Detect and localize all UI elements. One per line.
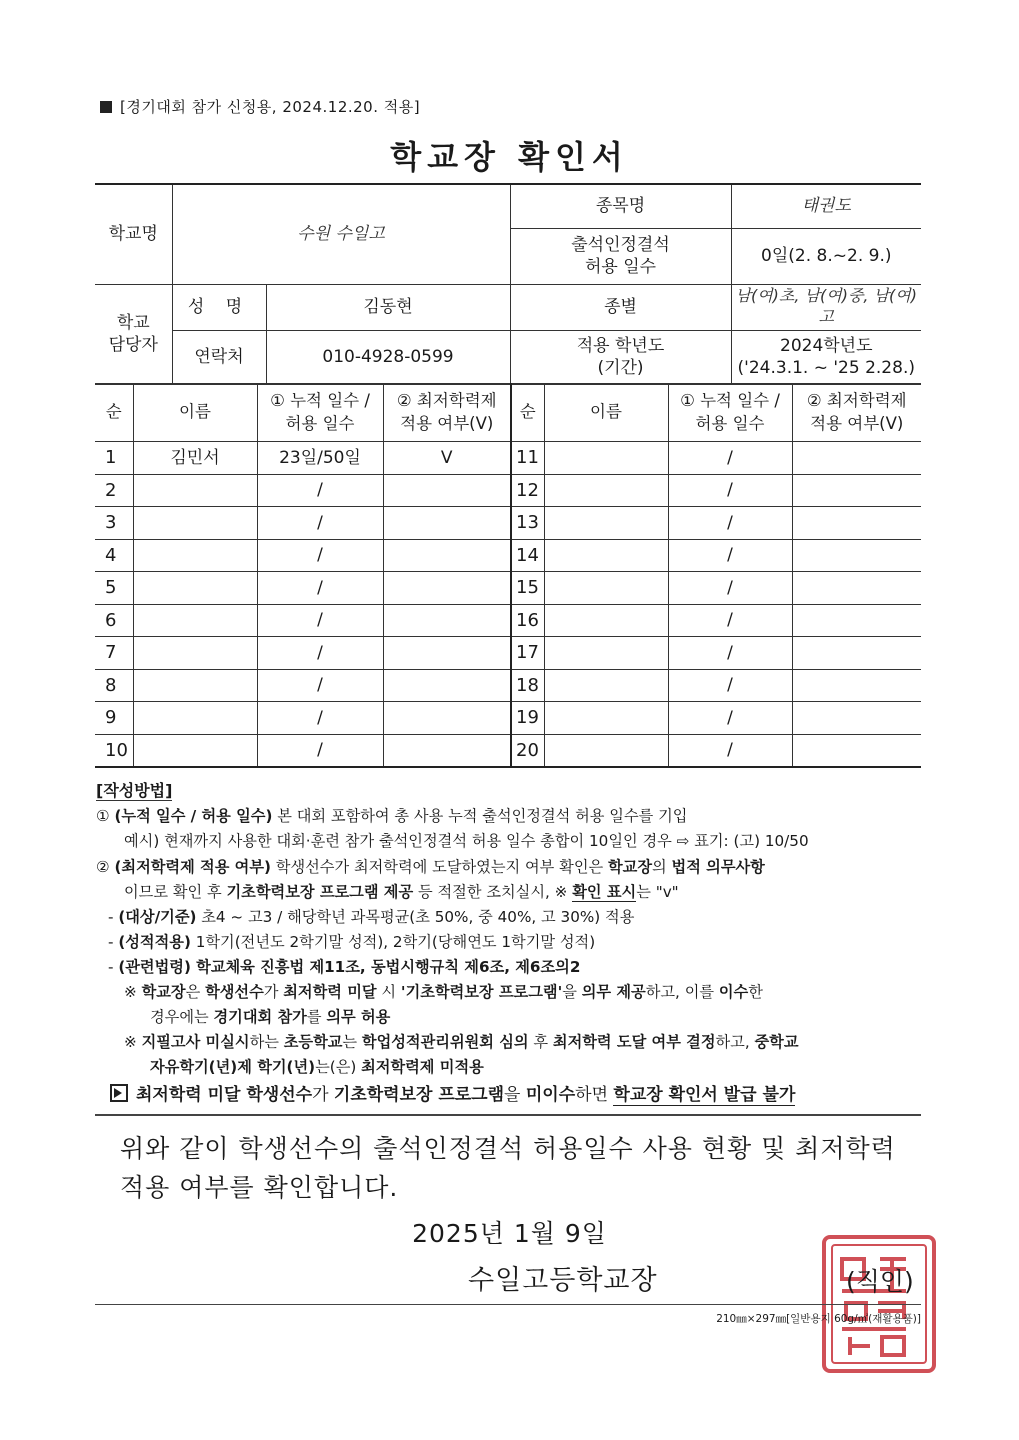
guide-line bbox=[96, 804, 926, 829]
final-text: 하면 bbox=[575, 1085, 614, 1105]
guide-text: 예시) 현재까지 사용한 대회·훈련 참가 출석인정결석 허용 일수 총합이 10일인 경우 ⇨ 표기: (고) 10/50 bbox=[124, 832, 809, 851]
row-days: / bbox=[668, 734, 792, 767]
guide-text: 하고, 이를 bbox=[645, 982, 719, 1001]
final-text: 기초학력보장 프로그램 bbox=[333, 1085, 505, 1105]
table-row bbox=[95, 507, 921, 540]
row-name bbox=[133, 604, 257, 637]
guide-text: 1학기(전년도 2학기말 성적), 2학기(당해연도 1학기말 성적) bbox=[190, 932, 596, 951]
row-name bbox=[133, 669, 257, 702]
guide-text: 본 대회 포함하여 총 사용 누적 출석인정결석 허용 일수를 기입 bbox=[272, 807, 688, 826]
row-check bbox=[383, 669, 511, 702]
row-name bbox=[544, 702, 668, 735]
row-check bbox=[383, 604, 511, 637]
row-number: 16 bbox=[511, 604, 544, 637]
row-check bbox=[792, 702, 921, 735]
row-number: 14 bbox=[511, 539, 544, 572]
row-name bbox=[544, 734, 668, 767]
school-principal: 수일고등학교장 bbox=[468, 1265, 658, 1296]
guide-bold: 자유학기(년)제 학기(년) bbox=[150, 1058, 316, 1077]
guide-text: ※ bbox=[124, 1033, 142, 1052]
row-check bbox=[383, 637, 511, 670]
year-value bbox=[731, 330, 921, 384]
final-text: 학교장 확인서 발급 불가 bbox=[613, 1085, 796, 1105]
confirmation-line: 위와 같이 학생선수의 출석인정결석 허용일수 사용 현황 및 최저학력 bbox=[120, 1134, 896, 1163]
final-notice bbox=[110, 1080, 795, 1105]
guide-text: 한 bbox=[748, 982, 763, 1001]
row-days: / bbox=[668, 442, 792, 475]
row-number: 15 bbox=[511, 572, 544, 605]
guide-bold: 이수 bbox=[718, 982, 749, 1001]
allow-days-label bbox=[510, 228, 731, 284]
row-number: 6 bbox=[95, 604, 133, 637]
guide-bold: 의무 제공 bbox=[581, 982, 646, 1001]
row-number: 8 bbox=[95, 669, 133, 702]
row-check bbox=[383, 474, 511, 507]
guide-text: 는 "v" bbox=[636, 882, 679, 901]
row-name bbox=[544, 604, 668, 637]
divider bbox=[95, 1114, 921, 1116]
guide-text: 초4 ~ 고3 / 해당학년 과목평균(초 50%, 중 40%, 고 30%) 적용 bbox=[196, 907, 635, 926]
row-name: 김민서 bbox=[133, 442, 257, 475]
table-row bbox=[95, 702, 921, 735]
header-check bbox=[383, 384, 511, 442]
guide-bold: 경기대회 참가 bbox=[213, 1008, 307, 1027]
guide-bold: 법적 의무사항 bbox=[671, 857, 765, 876]
guide-text: ② bbox=[96, 857, 115, 876]
row-days: / bbox=[257, 637, 383, 670]
guide-text: - bbox=[108, 957, 119, 976]
row-name bbox=[133, 637, 257, 670]
header-check bbox=[792, 384, 921, 442]
contact-label: 연락처 bbox=[172, 330, 266, 384]
row-name bbox=[544, 539, 668, 572]
year-label-line2: (기간) bbox=[597, 358, 644, 378]
row-days: / bbox=[257, 474, 383, 507]
guide-bold: 확인 표시 bbox=[572, 882, 637, 901]
row-check bbox=[383, 539, 511, 572]
allow-days-label-line2: 허용 일수 bbox=[584, 257, 657, 277]
row-check bbox=[792, 507, 921, 540]
allow-days-label-line1: 출석인정결석 bbox=[571, 234, 670, 255]
guide-line bbox=[96, 930, 926, 955]
school-label: 학교명 bbox=[95, 184, 172, 284]
row-days: / bbox=[668, 702, 792, 735]
row-name bbox=[544, 637, 668, 670]
header-days-line2: 허용 일수 bbox=[695, 413, 765, 433]
year-value-line2: ('24.3.1. ~ '25 2.28.) bbox=[737, 358, 915, 378]
guide-text: 하고, bbox=[715, 1033, 755, 1052]
row-check bbox=[792, 442, 921, 475]
staff-label-line1: 학교 bbox=[116, 312, 150, 333]
guide-text: - bbox=[108, 907, 119, 926]
row-number: 18 bbox=[511, 669, 544, 702]
year-value-line1: 2024학년도 bbox=[780, 335, 873, 356]
guide-bold: 학업성적관리위원회 심의 bbox=[361, 1033, 529, 1052]
guide-line bbox=[96, 1030, 926, 1055]
header-days-line1: ① 누적 일수 / bbox=[270, 391, 370, 411]
roster-table bbox=[95, 383, 921, 768]
row-check bbox=[792, 572, 921, 605]
guide-line bbox=[96, 980, 926, 1005]
row-check bbox=[792, 539, 921, 572]
page-title: 학교장 확인서 bbox=[390, 138, 629, 176]
roster-body bbox=[95, 384, 921, 768]
header-no: 순 bbox=[511, 384, 544, 442]
final-text: 가 bbox=[312, 1085, 334, 1105]
row-check bbox=[383, 507, 511, 540]
row-check bbox=[792, 604, 921, 637]
confirmation-statement bbox=[120, 1130, 910, 1208]
guide-bold: (최저학력제 적용 여부) bbox=[114, 857, 271, 876]
guide-line bbox=[96, 880, 926, 905]
header-check-line1: ② 최저학력제 bbox=[396, 391, 497, 411]
table-row bbox=[95, 539, 921, 572]
guide-line bbox=[96, 1005, 926, 1030]
guide-bold: 학교장 bbox=[141, 982, 186, 1001]
divider bbox=[95, 1304, 921, 1305]
header-check-line2: 적용 여부(V) bbox=[810, 413, 904, 433]
info-table bbox=[95, 183, 921, 385]
row-number: 20 bbox=[511, 734, 544, 767]
guide-bold: 지필고사 미실시 bbox=[141, 1033, 250, 1052]
final-text: 을 bbox=[504, 1085, 526, 1105]
issue-date: 2025년 1월 9일 bbox=[412, 1219, 607, 1248]
row-name bbox=[544, 572, 668, 605]
header-days-line2: 허용 일수 bbox=[285, 413, 355, 433]
row-days: / bbox=[668, 507, 792, 540]
guide-line bbox=[96, 955, 926, 980]
header-name: 이름 bbox=[133, 384, 257, 442]
row-name bbox=[133, 539, 257, 572]
guide-text: 가 bbox=[263, 982, 284, 1001]
row-days: / bbox=[257, 702, 383, 735]
header-days bbox=[668, 384, 792, 442]
row-days: / bbox=[257, 572, 383, 605]
row-name bbox=[544, 442, 668, 475]
row-check bbox=[792, 734, 921, 767]
row-name bbox=[544, 507, 668, 540]
row-check bbox=[792, 637, 921, 670]
guide-text: 을 bbox=[562, 982, 582, 1001]
guide-bold: (누적 일수 / 허용 일수) bbox=[114, 807, 273, 826]
guide-text: 는(은) bbox=[315, 1058, 362, 1077]
row-name bbox=[544, 474, 668, 507]
row-check bbox=[383, 702, 511, 735]
guide-line bbox=[96, 829, 926, 854]
row-check: V bbox=[383, 442, 511, 475]
header-name: 이름 bbox=[544, 384, 668, 442]
row-days: / bbox=[257, 507, 383, 540]
guide-bold: 초등학교 bbox=[283, 1033, 343, 1052]
category-value: 남(여)초, 남(여)중, 남(여)고 bbox=[731, 284, 921, 330]
table-row bbox=[95, 442, 921, 475]
row-number: 3 bbox=[95, 507, 133, 540]
writing-guide bbox=[96, 778, 926, 1080]
guide-text: 의 bbox=[652, 857, 672, 876]
row-days: / bbox=[668, 474, 792, 507]
guide-text: ※ bbox=[124, 982, 142, 1001]
header-check-line1: ② 최저학력제 bbox=[806, 391, 907, 411]
row-number: 13 bbox=[511, 507, 544, 540]
guide-bold: 학생선수 bbox=[205, 982, 264, 1001]
guide-line bbox=[96, 905, 926, 930]
year-label-line1: 적용 학년도 bbox=[576, 335, 665, 356]
guide-text: 경우에는 bbox=[150, 1008, 214, 1027]
category-label: 종별 bbox=[510, 284, 731, 330]
row-days: / bbox=[257, 734, 383, 767]
row-name bbox=[133, 572, 257, 605]
header-note-text: [경기대회 참가 신청용, 2024.12.20. 적용] bbox=[120, 98, 421, 116]
sport-label: 종목명 bbox=[510, 184, 731, 228]
year-label bbox=[510, 330, 731, 384]
row-number: 4 bbox=[95, 539, 133, 572]
row-check bbox=[383, 734, 511, 767]
allow-days-value: 0일(2. 8.~2. 9.) bbox=[731, 228, 921, 284]
row-number: 5 bbox=[95, 572, 133, 605]
header-days bbox=[257, 384, 383, 442]
guide-bold: 최저학력 미달 bbox=[283, 982, 377, 1001]
paper-spec: 210㎜×297㎜[일반용지 60g/㎡(재활용품)] bbox=[716, 1313, 921, 1325]
seal-label: (직인) bbox=[846, 1267, 914, 1296]
guide-text: 후 bbox=[528, 1033, 553, 1052]
row-name bbox=[544, 669, 668, 702]
row-number: 9 bbox=[95, 702, 133, 735]
row-number: 2 bbox=[95, 474, 133, 507]
row-number: 10 bbox=[95, 734, 133, 767]
guide-text: 를 bbox=[306, 1008, 327, 1027]
row-days: / bbox=[668, 669, 792, 702]
header-no: 순 bbox=[95, 384, 133, 442]
header-check-line2: 적용 여부(V) bbox=[400, 413, 494, 433]
guide-bold: 최저학력 도달 여부 결정 bbox=[552, 1033, 716, 1052]
row-days: / bbox=[668, 539, 792, 572]
row-check bbox=[792, 669, 921, 702]
row-check bbox=[383, 572, 511, 605]
guide-bold: 기초학력보장 프로그램 제공 bbox=[226, 882, 414, 901]
guide-text: 시 bbox=[376, 982, 401, 1001]
guide-text: 하는 bbox=[249, 1033, 284, 1052]
row-number: 19 bbox=[511, 702, 544, 735]
row-name bbox=[133, 507, 257, 540]
row-days: / bbox=[668, 572, 792, 605]
guide-bold: (관련법령) 학교체육 진흥법 제11조, 동법시행규칙 제6조, 제6조의2 bbox=[118, 957, 581, 976]
row-days: / bbox=[257, 669, 383, 702]
guide-bold: 의무 허용 bbox=[326, 1008, 391, 1027]
confirmation-line: 적용 여부를 확인합니다. bbox=[120, 1172, 399, 1202]
contact-value: 010-4928-0599 bbox=[266, 330, 510, 384]
row-number: 11 bbox=[511, 442, 544, 475]
name-label: 성 명 bbox=[172, 284, 266, 330]
guide-heading bbox=[96, 778, 926, 804]
guide-text: 은 bbox=[185, 982, 206, 1001]
row-check bbox=[792, 474, 921, 507]
row-number: 12 bbox=[511, 474, 544, 507]
row-days: / bbox=[257, 604, 383, 637]
row-number: 17 bbox=[511, 637, 544, 670]
row-number: 7 bbox=[95, 637, 133, 670]
table-row bbox=[95, 474, 921, 507]
table-row bbox=[95, 734, 921, 767]
guide-bold: 최저학력제 미적용 bbox=[361, 1058, 484, 1077]
staff-label bbox=[95, 284, 172, 384]
square-bullet-icon bbox=[100, 101, 112, 113]
guide-bold: '기초학력보장 프로그램' bbox=[400, 982, 563, 1001]
guide-bold: (대상/기준) bbox=[118, 907, 197, 926]
row-number: 1 bbox=[95, 442, 133, 475]
guide-text: 이므로 확인 후 bbox=[124, 882, 227, 901]
name-value: 김동현 bbox=[266, 284, 510, 330]
row-days: / bbox=[668, 604, 792, 637]
guide-text: 학생선수가 최저학력에 도달하였는지 여부 확인은 bbox=[270, 857, 609, 876]
final-text: 최저학력 미달 학생선수 bbox=[136, 1085, 313, 1105]
guide-text: ① bbox=[96, 807, 115, 826]
school-value: 수원 수일고 bbox=[172, 184, 510, 284]
header-note bbox=[100, 96, 420, 117]
table-row bbox=[95, 637, 921, 670]
arrow-box-icon bbox=[110, 1084, 128, 1102]
staff-label-line2: 담당자 bbox=[108, 335, 158, 355]
guide-bold: (성적적용) bbox=[118, 932, 191, 951]
guide-heading-text: [작성방법] bbox=[96, 781, 173, 800]
sport-value: 태권도 bbox=[731, 184, 921, 228]
final-text: 미이수 bbox=[525, 1085, 576, 1105]
guide-line bbox=[96, 1055, 926, 1080]
row-name bbox=[133, 474, 257, 507]
guide-bold: 중학교 bbox=[754, 1033, 799, 1052]
row-days: 23일/50일 bbox=[257, 442, 383, 475]
table-row bbox=[95, 572, 921, 605]
guide-text: - bbox=[108, 932, 119, 951]
table-row bbox=[95, 604, 921, 637]
row-days: / bbox=[257, 539, 383, 572]
guide-bold: 학교장 bbox=[608, 857, 653, 876]
guide-text: 는 bbox=[342, 1033, 362, 1052]
row-name bbox=[133, 702, 257, 735]
row-name bbox=[133, 734, 257, 767]
header-days-line1: ① 누적 일수 / bbox=[680, 391, 780, 411]
guide-line bbox=[96, 855, 926, 880]
table-row bbox=[95, 669, 921, 702]
row-days: / bbox=[668, 637, 792, 670]
guide-text: 등 적절한 조치실시, ※ bbox=[413, 882, 573, 901]
